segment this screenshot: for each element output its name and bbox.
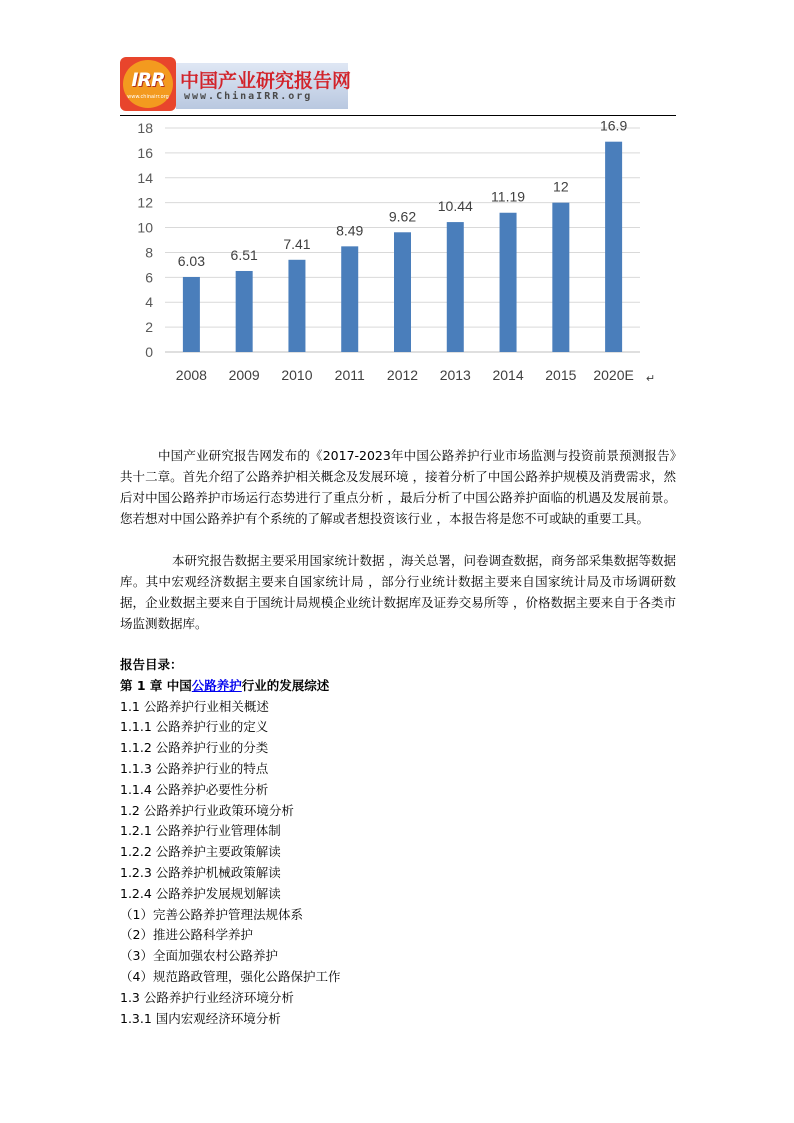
- toc-chapter-1: [120, 676, 676, 697]
- bar: [605, 142, 622, 352]
- bar-value-label: 6.51: [230, 246, 258, 263]
- toc-item: 1.2.3 公路养护机械政策解读: [120, 864, 281, 880]
- data-source-paragraph: 本研究报告数据主要采用国家统计数据 ，海关总署，问卷调查数据，商务部采集数据等数据库。其中宏观经济数据主要来自国家统计局 ，部分行业统计数据主要来自国家统计局及市场调研数据，企业数据主要来自于国统计局规模企业统计数据库及证券交易所等 ，价格数据主要来自于各类市场监测数据库。: [120, 553, 676, 631]
- x-tick-label: 2020E: [593, 367, 634, 383]
- bar-value-label: 6.03: [177, 252, 206, 269]
- bar: [447, 222, 464, 352]
- toc-item: 1.2.2 公路养护主要政策解读: [120, 844, 281, 860]
- y-tick-label: 4: [145, 294, 153, 311]
- y-tick-label: 0: [145, 344, 153, 360]
- y-tick-label: 10: [137, 219, 153, 236]
- toc-item: （3）全面加强农村公路养护: [120, 948, 278, 964]
- bar: [183, 277, 200, 352]
- x-tick-label: 2008: [175, 367, 207, 383]
- bar-chart: [120, 118, 660, 390]
- bar-value-label: 12: [553, 178, 569, 195]
- bar: [552, 203, 569, 352]
- x-tick-label: 2012: [386, 367, 419, 383]
- bar-value-label: 8.49: [336, 222, 364, 239]
- bar: [236, 271, 253, 352]
- toc-heading: 报告目录：: [120, 657, 183, 672]
- x-tick-label: 2013: [439, 367, 471, 383]
- intro-paragraph: 中国产业研究报告网发布的《2017-2023年中国公路养护行业市场监测与投资前景预测报告》共十二章。首先介绍了公路养护相关概念及发展环境 ，接着分析了中国公路养护规模及消费需求，然后对中国公路养护市场运行态势进行了重点分析 ，最后分析了中国公路养护面临的机遇及发展前景。您若想对中国公路养护有个系统的了解或者想投资该行业 ，本报告将是您不可或缺的重要工具。: [120, 448, 676, 526]
- toc-item: （2）推进公路科学养护: [120, 927, 253, 943]
- y-tick-label: 2: [145, 319, 153, 336]
- logo-irr-text: IRR: [131, 69, 165, 91]
- irr-logo: [120, 57, 176, 111]
- toc-item: （1）完善公路养护管理法规体系: [120, 906, 303, 922]
- chapter-keyword-link[interactable]: 公路养护: [191, 677, 242, 693]
- paragraph-mark: ↵: [646, 373, 656, 385]
- toc-item: 1.2.4 公路养护发展规划解读: [120, 885, 281, 901]
- x-tick-label: 2015: [545, 367, 577, 383]
- toc-item: （4）规范路政管理，强化公路保护工作: [120, 968, 341, 984]
- toc-item: 1.1.3 公路养护行业的特点: [120, 760, 269, 776]
- y-tick-label: 18: [137, 120, 153, 136]
- bar-value-label: 16.9: [599, 118, 628, 134]
- table-of-contents: [120, 655, 676, 1029]
- toc-item: 1.2 公路养护行业政策环境分析: [120, 802, 294, 818]
- y-tick-label: 12: [137, 194, 153, 211]
- x-tick-label: 2010: [281, 367, 313, 383]
- chapter-prefix: 第 1 章 中国: [120, 677, 192, 693]
- logo-banner: [176, 63, 352, 109]
- toc-item: 1.2.1 公路养护行业管理体制: [120, 823, 281, 839]
- bar-value-label: 10.44: [437, 198, 473, 215]
- toc-item: 1.1.1 公路养护行业的定义: [120, 719, 269, 735]
- x-tick-label: 2009: [228, 367, 260, 383]
- toc-item: 1.3 公路养护行业经济环境分析: [120, 989, 294, 1005]
- toc-item: 1.1.4 公路养护必要性分析: [120, 781, 269, 797]
- logo-small-url: www.chinairr.org: [127, 94, 169, 100]
- toc-item: 1.1 公路养护行业相关概述: [120, 698, 269, 714]
- y-tick-label: 8: [145, 244, 153, 261]
- y-tick-label: 14: [137, 169, 153, 186]
- bar: [500, 213, 517, 352]
- site-url: www.ChinaIRR.org: [184, 91, 313, 102]
- page-header: [120, 57, 676, 116]
- x-tick-label: 2014: [492, 367, 524, 383]
- bar-chart-svg: [120, 118, 660, 390]
- bar: [394, 232, 411, 352]
- y-tick-label: 16: [137, 144, 153, 161]
- bar: [341, 246, 358, 352]
- chapter-suffix: 行业的发展综述: [241, 677, 330, 693]
- bar-value-label: 9.62: [388, 208, 417, 225]
- toc-item: 1.1.2 公路养护行业的分类: [120, 740, 269, 756]
- site-name: 中国产业研究报告网: [180, 70, 352, 92]
- bar-value-label: 11.19: [491, 188, 526, 205]
- bar: [288, 260, 305, 352]
- x-tick-label: 2011: [334, 367, 365, 383]
- bar-value-label: 7.41: [283, 235, 311, 252]
- toc-item: 1.3.1 国内宏观经济环境分析: [120, 1010, 281, 1026]
- y-tick-label: 6: [145, 269, 153, 286]
